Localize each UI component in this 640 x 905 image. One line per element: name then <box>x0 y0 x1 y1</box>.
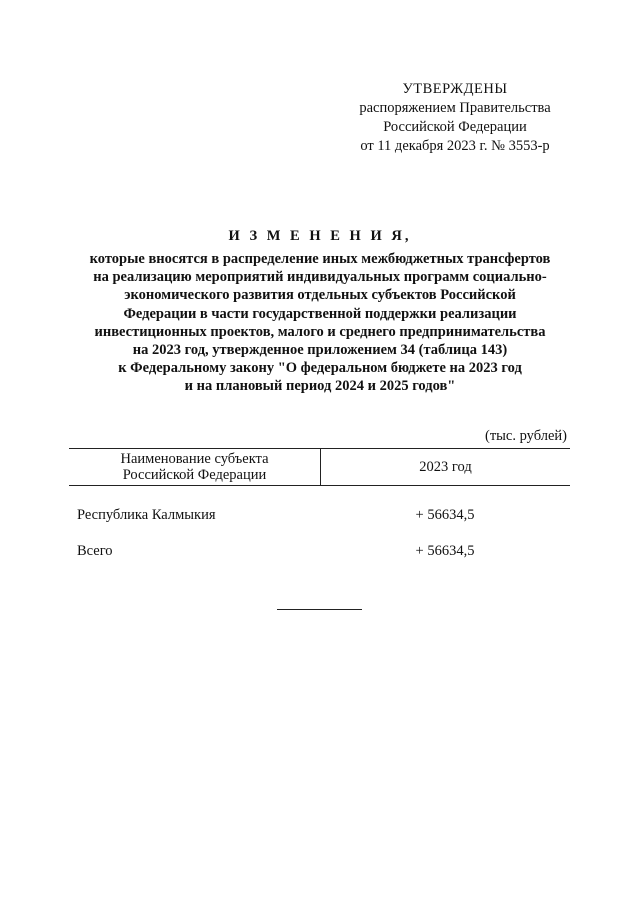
row-value: + 56634,5 <box>415 507 475 523</box>
subtitle-line: Федерации в части государственной поддержки реализации <box>123 305 517 322</box>
subtitle-line: экономического развития отдельных субъектов Российской <box>124 287 516 304</box>
closing-divider <box>277 609 362 610</box>
approval-line-3: от 11 декабря 2023 г. № 3553-р <box>360 138 550 154</box>
row-subject-name: Республика Калмыкия <box>77 507 216 523</box>
subtitle-line: и на плановый период 2024 и 2025 годов" <box>184 378 456 395</box>
header-subject-name <box>69 449 321 485</box>
approval-block <box>340 80 570 156</box>
table-header <box>69 448 570 486</box>
document-title: И З М Е Н Е Н И Я, <box>228 228 412 244</box>
approval-line-1: распоряжением Правительства <box>359 100 551 116</box>
table-row <box>69 506 570 524</box>
header-subject-line-1: Наименование субъекта <box>120 451 269 467</box>
subtitle-line: на реализацию мероприятий индивидуальных программ социально- <box>93 269 547 286</box>
approval-line-2: Российской Федерации <box>383 119 527 135</box>
header-year: 2023 год <box>419 459 472 475</box>
header-subject-line-2: Российской Федерации <box>122 467 267 483</box>
approval-heading: УТВЕРЖДЕНЫ <box>402 81 508 97</box>
document-subtitle <box>70 250 570 396</box>
subtitle-line: инвестиционных проектов, малого и среднего предпринимательства <box>94 323 546 340</box>
unit-label: (тыс. рублей) <box>485 428 567 444</box>
table-row <box>69 542 570 560</box>
row-subject-name: Всего <box>77 543 113 559</box>
subtitle-line: к Федеральному закону "О федеральном бюджете на 2023 год <box>118 360 522 377</box>
transfers-table <box>69 448 570 560</box>
subtitle-line: на 2023 год, утвержденное приложением 34 (таблица 143) <box>132 342 508 359</box>
subtitle-line: которые вносятся в распределение иных межбюджетных трансфертов <box>89 251 551 267</box>
row-value: + 56634,5 <box>415 543 475 559</box>
